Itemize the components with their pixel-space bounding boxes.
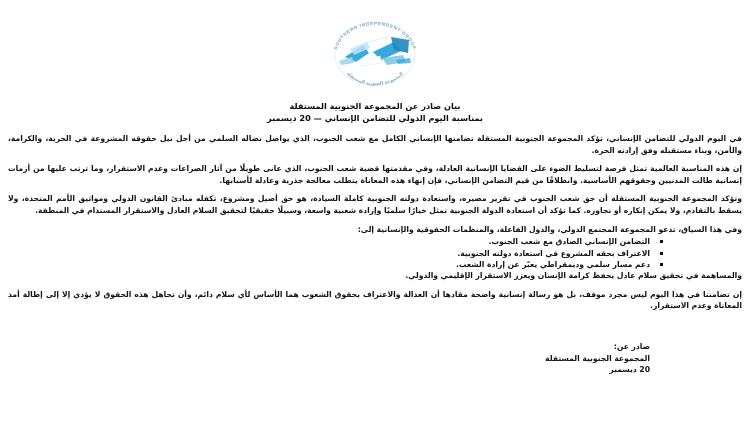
dove-circle-emblem-icon	[321, 14, 429, 92]
bullet-point-icon	[660, 240, 663, 243]
bullet-point-icon	[660, 252, 663, 255]
title-line-2: بمناسبة اليوم الدولي للتضامن الإنساني — 20 ديسمبر	[267, 112, 483, 123]
signature-label: صادر عن:	[613, 342, 650, 351]
list-item-label: دعم مسار سلمي وديمقراطي يعبّر عن إرادة الشعب.	[455, 259, 650, 269]
list-item	[8, 248, 650, 259]
signature-block	[545, 341, 650, 376]
list-item	[8, 236, 650, 247]
bullet-point-icon	[660, 263, 663, 266]
title-line-1: بيان صادر عن المجموعة الجنوبية المستقلة	[289, 101, 461, 111]
logo-arc-text-top: SOUTHERN INDEPENDENT GROUP	[332, 20, 418, 51]
dove-shapes	[339, 37, 411, 66]
call-to-action-lead-in: وفي هذا السياق، تدعو المجموعة المجتمع الدولي، والدول الفاعلة، والمنظمات الحقوقية والإنسانية إلى:	[357, 224, 742, 234]
logo-arc-text-bottom: المجموعة الجنوبية المستقلة	[345, 71, 405, 88]
list-item-label: التضامن الإنساني الصادق مع شعب الجنوب.	[488, 237, 650, 247]
paragraph-2: إن هذه المناسبة العالمية تمثل فرصة لتسليط الضوء على القضايا الإنسانية العادلة، وفي مقدمتها قضية شعب الجنوب، الذي عانى طويلًا من آثار الصراعات وعدم الاستقرار، وما ترتب عليها من أزمات إنسانية طالت المدنيين وحقوقهم الأساسية. وانطلاقًا من قيم التضامن الإنساني، فإن إنهاء هذه المعاناة يتطلب معالجة جذرية وعادلة لأسبابها.	[8, 164, 742, 185]
signature-date: 20 ديسمبر	[609, 365, 650, 375]
paragraph-3: وتؤكد المجموعة الجنوبية المستقلة أن حق شعب الجنوب في تقرير مصيره، واستعادة دولته الجنوبية كاملة السيادة، هو حق أصيل ومشروع، تكفله مبادئ القانون الدولي ومواثيق الأمم المتحدة، ولا يسقط بالتقادم، ولا يمكن إنكاره أو تجاوزه. كما تؤكد أن استعادة الدولة الجنوبية تمثل خيارًا سلميًا وإرادة شعبية واسعة، وسبيلًا حقيقيًا لتحقيق السلام العادل والاستقرار المستدام في المنطقة.	[8, 194, 742, 215]
signature-issuer: المجموعة الجنوبية المستقلة	[545, 353, 650, 363]
list-item	[8, 259, 650, 270]
organization-logo	[0, 12, 750, 94]
closing-paragraph: إن تضامننا في هذا اليوم ليس مجرد موقف، بل هو رسالة إنسانية واضحة مقادها أن العدالة والاعتراف بحقوق الشعوب هما الأساس لأي سلام دائم، وأن تجاهل هذه الحقوق لا يؤدي إلا إلى إطالة أمد المعاناة وعدم الاستقرار.	[8, 289, 742, 311]
list-item-label: الاعتراف بحقه المشروع في استعادة دولته الجنوبية.	[457, 248, 650, 258]
list-item-label: والمساهمة في تحقيق سلام عادل يحفظ كرامة الإنسان ويعزز الاستقرار الإقليمي والدولي.	[405, 271, 742, 281]
paragraph-1: في اليوم الدولي للتضامن الإنساني، تؤكد المجموعة الجنوبية المستقلة تضامنها الإنساني الكامل مع شعب الجنوب، الذي يواصل نضاله السلمي من أجل نيل حقوقه المشروعة في الحرية، والكرامة، والأمن، وبناء مستقبله وفق إرادته الحرة.	[8, 134, 742, 155]
document-title	[0, 101, 750, 124]
call-to-action-list	[8, 236, 742, 282]
document-body	[8, 133, 742, 319]
list-item	[8, 270, 742, 281]
